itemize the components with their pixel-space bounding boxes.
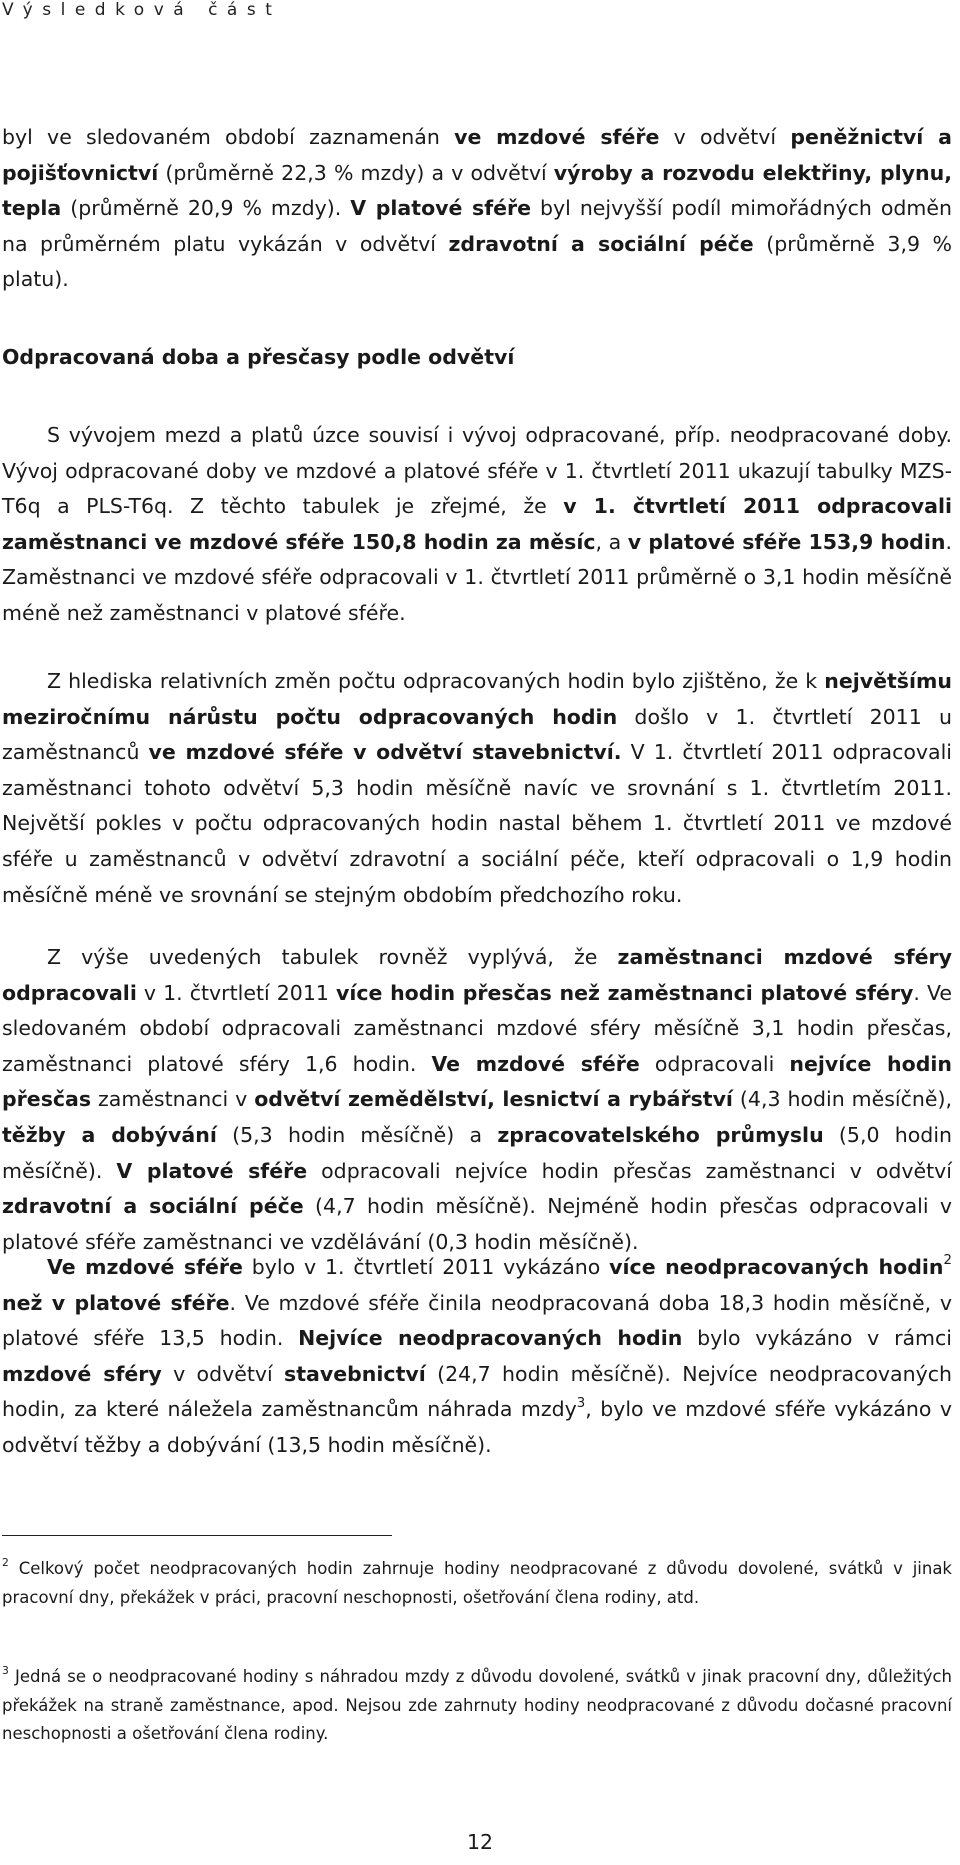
- text-span: . Ve sledovaném období odpracovali zaměstnanci mzdové sféry měsíčně 3,1 hodin přesčas, zaměstnanci platové sféry 1,6 hodin.: [2, 980, 952, 1076]
- paragraph-worked-time: [2, 418, 952, 632]
- text-span: Z hlediska relativních změn počtu odpracovaných hodin bylo zjištěno, že k: [47, 669, 825, 693]
- text-span: (průměrně 3,9 % platu).: [2, 231, 952, 292]
- text-span: (5,0 hodin měsíčně).: [2, 1122, 953, 1183]
- text-span: v odvětví: [659, 125, 791, 149]
- bold-span: Ve mzdové sféře: [47, 1255, 243, 1279]
- text-span: byl ve sledovaném období zaznamenán: [2, 125, 455, 149]
- text-span: zaměstnanci v: [91, 1087, 255, 1112]
- page-number: 12: [466, 1830, 494, 1854]
- bold-span: stavebnictví: [284, 1361, 426, 1386]
- text-span: Z výše uvedených tabulek rovněž vyplývá, že: [47, 945, 618, 969]
- bold-span: více hodin přesčas než zaměstnanci platové sféry: [335, 980, 914, 1005]
- bold-span: těžby a dobývání: [2, 1122, 217, 1147]
- text-span: , a: [595, 529, 628, 554]
- bold-span: Nejvíce neodpracovaných hodin: [298, 1326, 683, 1351]
- text-span: bylo v 1. čtvrtletí 2011 vykázáno: [242, 1255, 610, 1279]
- bold-span: více neodpracovaných hodin: [609, 1255, 944, 1279]
- paragraph-unworked-hours: [2, 1250, 952, 1464]
- text-span: bylo vykázáno v rámci: [682, 1326, 952, 1351]
- paragraph-relative-changes: [2, 664, 952, 913]
- text-span: (24,7 hodin měsíčně). Nejvíce neodpracovaných hodin, za které náležela zaměstnancům náhrada mzdy: [2, 1361, 952, 1422]
- bold-span: největšímu meziročnímu nárůstu počtu odpracovaných hodin: [2, 669, 952, 729]
- text-span: , bylo ve mzdové sféře vykázáno v odvětví těžby a dobývání (13,5 hodin měsíčně).: [2, 1397, 953, 1457]
- footnote-2: [2, 1555, 952, 1612]
- bold-span: V platové sféře: [350, 196, 532, 221]
- bold-span: ve mzdové sféře: [454, 125, 660, 149]
- paragraph-bonuses: [2, 120, 952, 298]
- footnote-ref-2[interactable]: 2: [943, 1253, 952, 1269]
- text-span: (4,7 hodin měsíčně). Nejméně hodin přesčas odpracovali v platové sféře zaměstnanci ve vzdělávání (0,3 hodin měsíčně).: [2, 1194, 953, 1254]
- bold-span: Ve mzdové sféře: [431, 1051, 640, 1076]
- text-span: došlo v 1. čtvrtletí 2011 u zaměstnanců: [2, 704, 952, 765]
- text-span: S vývojem mezd a platů úzce souvisí i vývoj odpracované, příp. neodpracované doby. Vývoj odpracované doby ve mzdové a platové sféře v 1. čtvrtletí 2011 ukazují tabulky MZS-T6q a PLS-T6q. Z těchto tabulek je zřejmé, že: [2, 423, 952, 519]
- text-span: (průměrně 22,3 % mzdy) a v odvětví: [158, 160, 554, 185]
- text-span: odpracovali nejvíce hodin přesčas zaměstnanci v odvětví: [307, 1158, 952, 1183]
- text-span: v 1. čtvrtletí 2011: [136, 980, 336, 1005]
- text-span: odpracovali: [639, 1051, 790, 1076]
- bold-span: ve mzdové sféře v odvětví stavebnictví.: [148, 740, 622, 765]
- text-span: byl nejvyšší podíl mimořádných odměn na průměrném platu vykázán v odvětví: [2, 196, 952, 256]
- bold-span: peněžnictví a pojišťovnictví: [2, 125, 952, 185]
- bold-span: zaměstnanci mzdové sféry odpracovali: [2, 945, 952, 1005]
- bold-span: odvětví zemědělství, lesnictví a rybářství: [254, 1087, 733, 1112]
- paragraph-overtime: [2, 940, 952, 1260]
- bold-span: zpracovatelského průmyslu: [497, 1122, 824, 1147]
- text-span: . Zaměstnanci ve mzdové sféře odpracovali v 1. čtvrtletí 2011 průměrně o 3,1 hodin měsíčně méně než zaměstnanci v platové sféře.: [2, 529, 952, 625]
- footnote-divider: [2, 1535, 392, 1536]
- bold-span: zdravotní a sociální péče: [2, 1194, 304, 1219]
- bold-span: V platové sféře: [116, 1158, 308, 1183]
- bold-span: nejvíce hodin přesčas: [2, 1051, 952, 1112]
- section-header: Výsledková část: [2, 0, 282, 20]
- text-span: v odvětví: [161, 1361, 285, 1386]
- footnote-mark: 2: [2, 1555, 9, 1569]
- bold-span: v platové sféře 153,9 hodin: [627, 529, 946, 554]
- bold-span: mzdové sféry: [2, 1361, 162, 1386]
- text-span: (průměrně 20,9 % mzdy).: [61, 196, 351, 221]
- footnote-text: Celkový počet neodpracovaných hodin zahrnuje hodiny neodpracované z důvodu dovolené, svátků v jinak pracovní dny, překážek v práci, pracovní neschopnosti, ošetřování člena rodiny, atd.: [2, 1559, 952, 1607]
- bold-span: v 1. čtvrtletí 2011 odpracovali zaměstnanci ve mzdové sféře 150,8 hodin za měsíc: [2, 494, 952, 554]
- bold-span: výroby a rozvodu elektřiny, plynu, tepla: [2, 160, 952, 221]
- footnote-3: [2, 1663, 952, 1749]
- text-span: . Ve mzdové sféře činila neodpracovaná doba 18,3 hodin měsíčně, v platové sféře 13,5 hodin.: [2, 1290, 952, 1351]
- text-span: (5,3 hodin měsíčně) a: [216, 1122, 498, 1147]
- footnote-mark: 3: [2, 1663, 9, 1677]
- bold-span: než v platové sféře: [2, 1290, 230, 1315]
- section-heading: Odpracovaná doba a přesčasy podle odvětví: [2, 345, 515, 369]
- text-span: V 1. čtvrtletí 2011 odpracovali zaměstnanci tohoto odvětví 5,3 hodin měsíčně navíc ve srovnání s 1. čtvrtletím 2011. Největší pokles v počtu odpracovaných hodin nastal během 1. čtvrtletí 2011 ve mzdové sféře u zaměstnanců v odvětví zdravotní a sociální péče, kteří odpracovali o 1,9 hodin měsíčně méně ve srovnání se stejným obdobím předchozího roku.: [2, 740, 953, 907]
- footnote-text: Jedná se o neodpracované hodiny s náhradou mzdy z důvodu dovolené, svátků v jinak pracovní dny, důležitých překážek na straně zaměstnance, apod. Nejsou zde zahrnuty hodiny neodpracované z důvodu dočasné pracovní neschopnosti a ošetřování člena rodiny.: [2, 1667, 952, 1743]
- bold-span: zdravotní a sociální péče: [448, 231, 754, 256]
- text-span: (4,3 hodin měsíčně),: [732, 1087, 952, 1112]
- footnote-ref-3[interactable]: 3: [576, 1395, 586, 1411]
